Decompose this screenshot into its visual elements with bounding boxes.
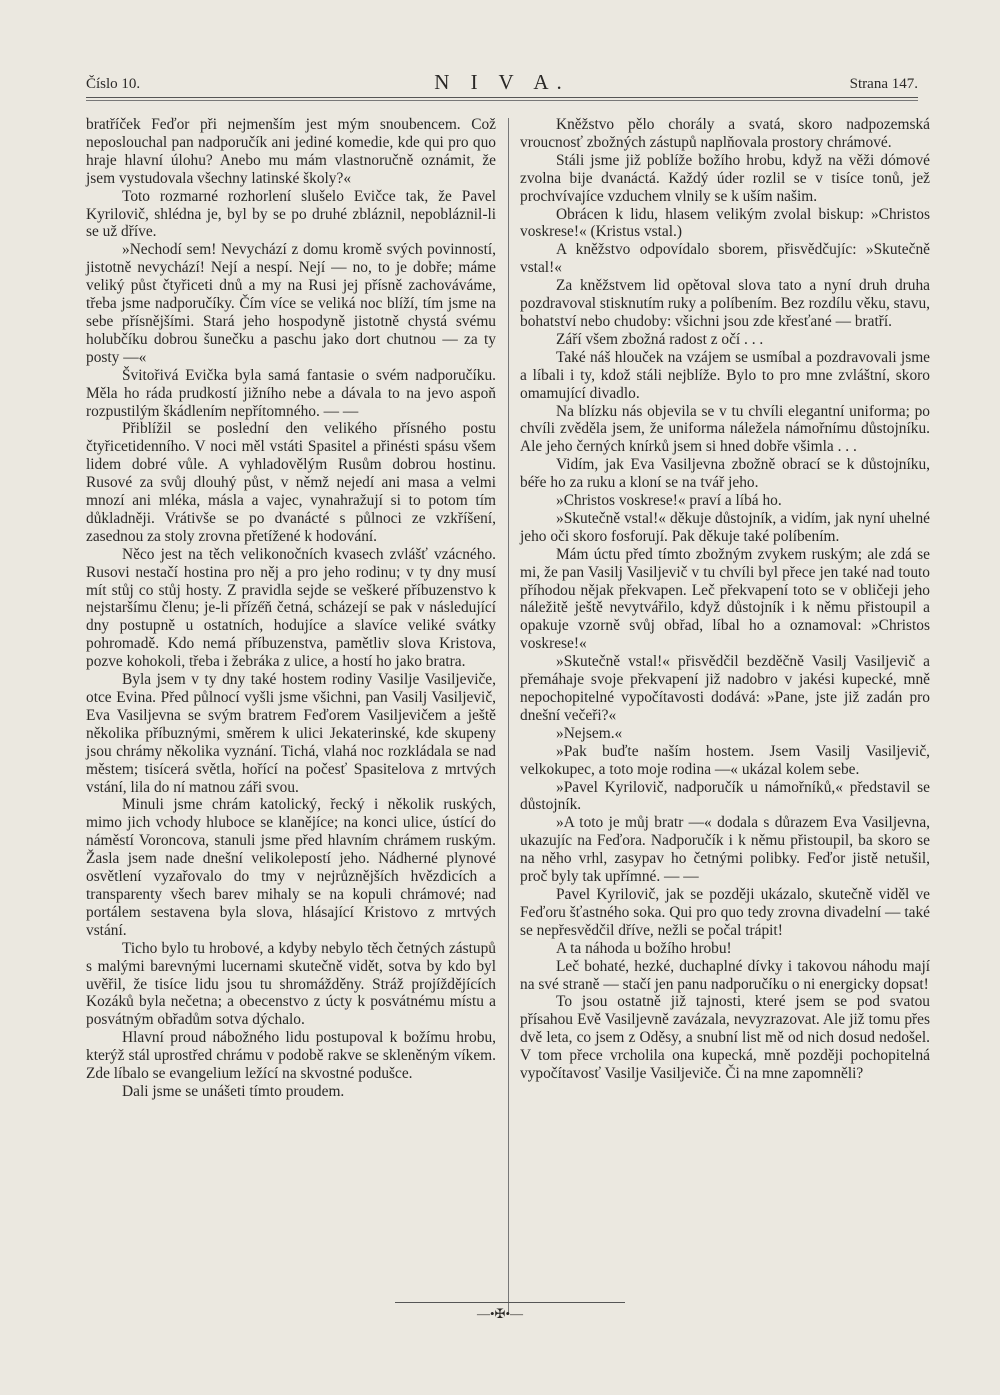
- end-rule: [395, 1302, 625, 1303]
- paragraph: »Christos voskrese!« praví a líbá ho.: [556, 492, 782, 510]
- paragraph: Září všem zbožná radost z očí . . .: [556, 330, 764, 348]
- paragraph: Leč bohaté, hezké, duchaplné dívky i takovou náhodu mají na své straně — stačí jen panu nadporučíku o ni energicky dopsat!: [520, 957, 930, 993]
- paragraph: Byla jsem v ty dny také hostem rodiny Vasilje Vasiljeviče, otce Evina. Před půlnocí vyšli jsme všichni, pan Vasilj Vasiljevič, Eva Vasiljevna se svým bratrem Feďorem Vasiljevičem a ještě několika příbuznými, směrem k ulici Jekaterinské, kde skupeny jsou chrámy několika vyznání. Tichá, vlahá noc rozkládala se nad městem; tisícerá světla, hořící na počesť Spasitelova z mrtvých vstání, lila do ní matnou záři svou.: [86, 671, 496, 796]
- paragraph: Hlavní proud nábožného lidu postupoval k božímu hrobu, kterýž stál uprostřed chrámu v podobě rakve se skleněným víkem. Zde líbalo se evangelium ležící na skvostné podušce.: [86, 1029, 496, 1083]
- paragraph: To jsou ostatně již tajnosti, které jsem se pod svatou přísahou Evě Vasiljevně zavázala, nevyzrazovat. Ale již tomu přes dvě leta, co jsem z Oděsy, a snubní list mě od nich dosud nedošel. V tom přece vrcholila ona kupecká, mně později pochopitelná vypočítavosť Vasilje Vasiljeviče. Či na mne zapomněli?: [520, 993, 930, 1083]
- paragraph: »Nechodí sem! Nevychází z domu kromě svých povinností, jistotně nevychází! Nejí a nespí. Nejí — no, to je dobře; máme veliký půst čtyřiceti dnů a my na Rusi jej přísně zachováváme, třeba jsme nadporučíky. Čím více se veliká noc blíží, tím jsme na sebe přísnějšími. Stará jeho hospodyně jistotně chystá svému holubčíku dobrou šunečku a paschu jako dort chutnou — za ty posty —«: [86, 241, 496, 366]
- paragraph: Dali jsme se unášeti tímto proudem.: [122, 1082, 345, 1100]
- paragraph: Na blízku nás objevila se v tu chvíli elegantní uniforma; po chvíli zvěděla jsem, že uniforma náležela námořnímu důstojníku. Ale jeho černých knírků jsem si hned dobře všimla . . .: [520, 402, 930, 456]
- paragraph: »Pak buďte naším hostem. Jsem Vasilj Vasiljevič, velkokupec, a toto moje rodina —« ukázal kolem sebe.: [520, 742, 930, 778]
- paragraph: bratříček Feďor při nejmenším jest mým snoubencem. Což neposlouchal pan nadporučík ani jediné komedie, kde qui pro quo hraje hlavní úlohu? Anebo mu mám vlastnoručně oznámit, že jsem vystudovala všechny latinské školy?«: [86, 116, 496, 187]
- header-rule: [86, 97, 918, 98]
- column-divider: [508, 118, 509, 1313]
- page-header: [86, 70, 918, 100]
- paragraph: »Pavel Kyrilovič, nadporučík u námořníků,« představil se důstojník.: [520, 778, 930, 814]
- journal-title: N I V A.: [434, 70, 570, 94]
- paragraph: Pavel Kyrilovič, jak se později ukázalo, skutečně viděl ve Feďoru šťastného soka. Qui pro quo tedy zrovna divadelní — také se nepřesvědčil dříve, nežli se počal trápit!: [520, 885, 930, 939]
- paragraph: Minuli jsme chrám katolický, řecký i několik ruských, mimo jich vchody hluboce se klanějíce; na konci ulice, ústící do náměstí Voroncova, stanuli jsme před hlavním chrámem ruským. Žasla jsem nade dnešní velikolepostí jeho. Nádherné plynové osvětlení vyzařovalo do tmy v nejrůznějších hvězdicích a transparenty všech barev mihaly se na kopuli chrámové; nad portálem sestavena byla slova, hlásající Kristovo z mrtvých vstání.: [86, 796, 496, 939]
- right-column: [520, 116, 930, 1083]
- issue-number: Číslo 10.: [86, 76, 141, 92]
- left-column: [86, 116, 496, 1101]
- paragraph: »A toto je můj bratr —« dodala s důrazem Eva Vasiljevna, ukazujíc na Feďora. Nadporučík i k němu přistoupil, ba skoro se na něho vrhl, zasypav ho četnými polibky. Feďor jistě netušil, proč byly tak upřímné. — —: [520, 814, 930, 886]
- paragraph: A kněžstvo odpovídalo sborem, přisvědčujíc: »Skutečně vstal!«: [520, 241, 930, 277]
- paragraph: Švitořivá Evička byla samá fantasie o svém nadporučíku. Měla ho ráda prudkostí jižního nebe a dávala to na jevo aspoň rozpustilým škádlením nepřítomného. — —: [86, 366, 496, 420]
- paragraph: Mám úctu před tímto zbožným zvykem ruským; ale zdá se mi, že pan Vasilj Vasiljevič v tu chvíli byl přece jen také nad touto příhodou nějak překvapen. Leč překvapení toto se v obličeji jeho náležitě ještě nevytvářilo, když důstojník i k němu přistoupil a opakuje vzorně svůj obřad, líbal ho a oznamoval: »Christos voskrese!«: [520, 545, 930, 653]
- paragraph: Toto rozmarné rozhorlení slušelo Evičce tak, že Pavel Kyrilovič, shlédna je, byl by se po druhé zbláznil, nepobláznil-li se už dříve.: [86, 187, 496, 241]
- paragraph: Také náš hlouček na vzájem se usmíbal a pozdravovali jsme a líbali i ty, kdož stáli nejblíže. Bylo to pro mne zvláštní, skoro omamující divadlo.: [520, 348, 930, 402]
- paragraph: Ticho bylo tu hrobové, a kdyby nebylo těch četných zástupů s malými barevnými lucernami skutečně vidět, sotva by kdo byl uvěřil, že tisíce lidu jsou tu shromážděny. Stráž projíždějících Kozáků byla nečetna; a obecenstvo z úcty k posvátnému místu a posvátným obřadům sotva dýchalo.: [86, 939, 496, 1029]
- paragraph: Kněžstvo pělo chorály a svatá, skoro nadpozemská vroucnosť zbožných zástupů naplňovala prostory chrámové.: [520, 116, 930, 151]
- paragraph: A ta náhoda u božího hrobu!: [556, 939, 732, 957]
- end-ornament: —•✠•—: [477, 1306, 523, 1321]
- paragraph: Za kněžstvem lid opětoval slova tato a nyní druh druha pozdravoval stisknutím ruky a políbením. Bez rozdílu věku, stavu, bohatství nebo chudoby: všichni jsou zde křesťané — bratří.: [520, 277, 930, 330]
- paragraph: Stáli jsme již poblíže božího hrobu, když na věži dómové zvolna bije dvanáctá. Každý úder rozlil se v tisíce tonů, jež prochvívajíce vzduchem vlnily se k uším našim.: [520, 151, 930, 205]
- header-rule-secondary: [86, 100, 918, 101]
- paragraph: Obrácen k lidu, hlasem velikým zvolal biskup: »Christos voskrese!« (Kristus vstal.): [520, 205, 930, 241]
- paragraph: »Nejsem.«: [556, 724, 623, 742]
- paragraph: »Skutečně vstal!« přisvědčil bezděčně Vasilj Vasiljevič a přemáhaje svoje překvapení již nadobro v jakési kupecké, mně nepochopitelné vypočítavosti dodává: »Pane, jste již zadán pro dnešní večeři?«: [520, 653, 930, 724]
- page-number: Strana 147.: [849, 76, 918, 92]
- paragraph: Něco jest na těch velikonočních kvasech zvlášť vzácného. Rusovi nestačí hostina pro něj a pro jeho rodinu; v ty dny musí mít stůj co stůj hosty. Z pravidla sejde se veškeré příbuzenstvo k nejstaršímu členu; je-li příze̋ň četná, scházejí se pak v následující dny postupně u ostatních, hodujíce a slavíce veliké svátky pohromadě. Kdo nemá příbuzenstva, pamětliv slova Kristova, pozve kohokoli, třeba i žebráka z ulice, a hostí ho jako bratra.: [86, 545, 496, 671]
- paragraph: Přiblížil se poslední den velikého přísného postu čtyřicetidenního. V noci měl vstáti Spasitel a přinésti spásu všem lidem dobré vůle. A vyhladovělým Rusům dobrou hostinu. Rusové za svůj dlouhý půst, v němž nejedí ani masa a velmi mnozí ani mléka, másla a vajec, vynahražují si to potom tím důkladněji. Vrátivše se po dvanácté s půlnoci ze vzkříšení, zasednou za stoly zrovna přetížené k hodování.: [86, 420, 496, 545]
- paragraph: »Skutečně vstal!« děkuje důstojník, a vidím, jak nyní uhelné jeho oči skoro fosforují. Pak děkuje také políbením.: [520, 509, 930, 545]
- paragraph: Vidím, jak Eva Vasiljevna zbožně obrací se k důstojníku, béře ho za ruku a kloní se na tvář jeho.: [520, 456, 930, 492]
